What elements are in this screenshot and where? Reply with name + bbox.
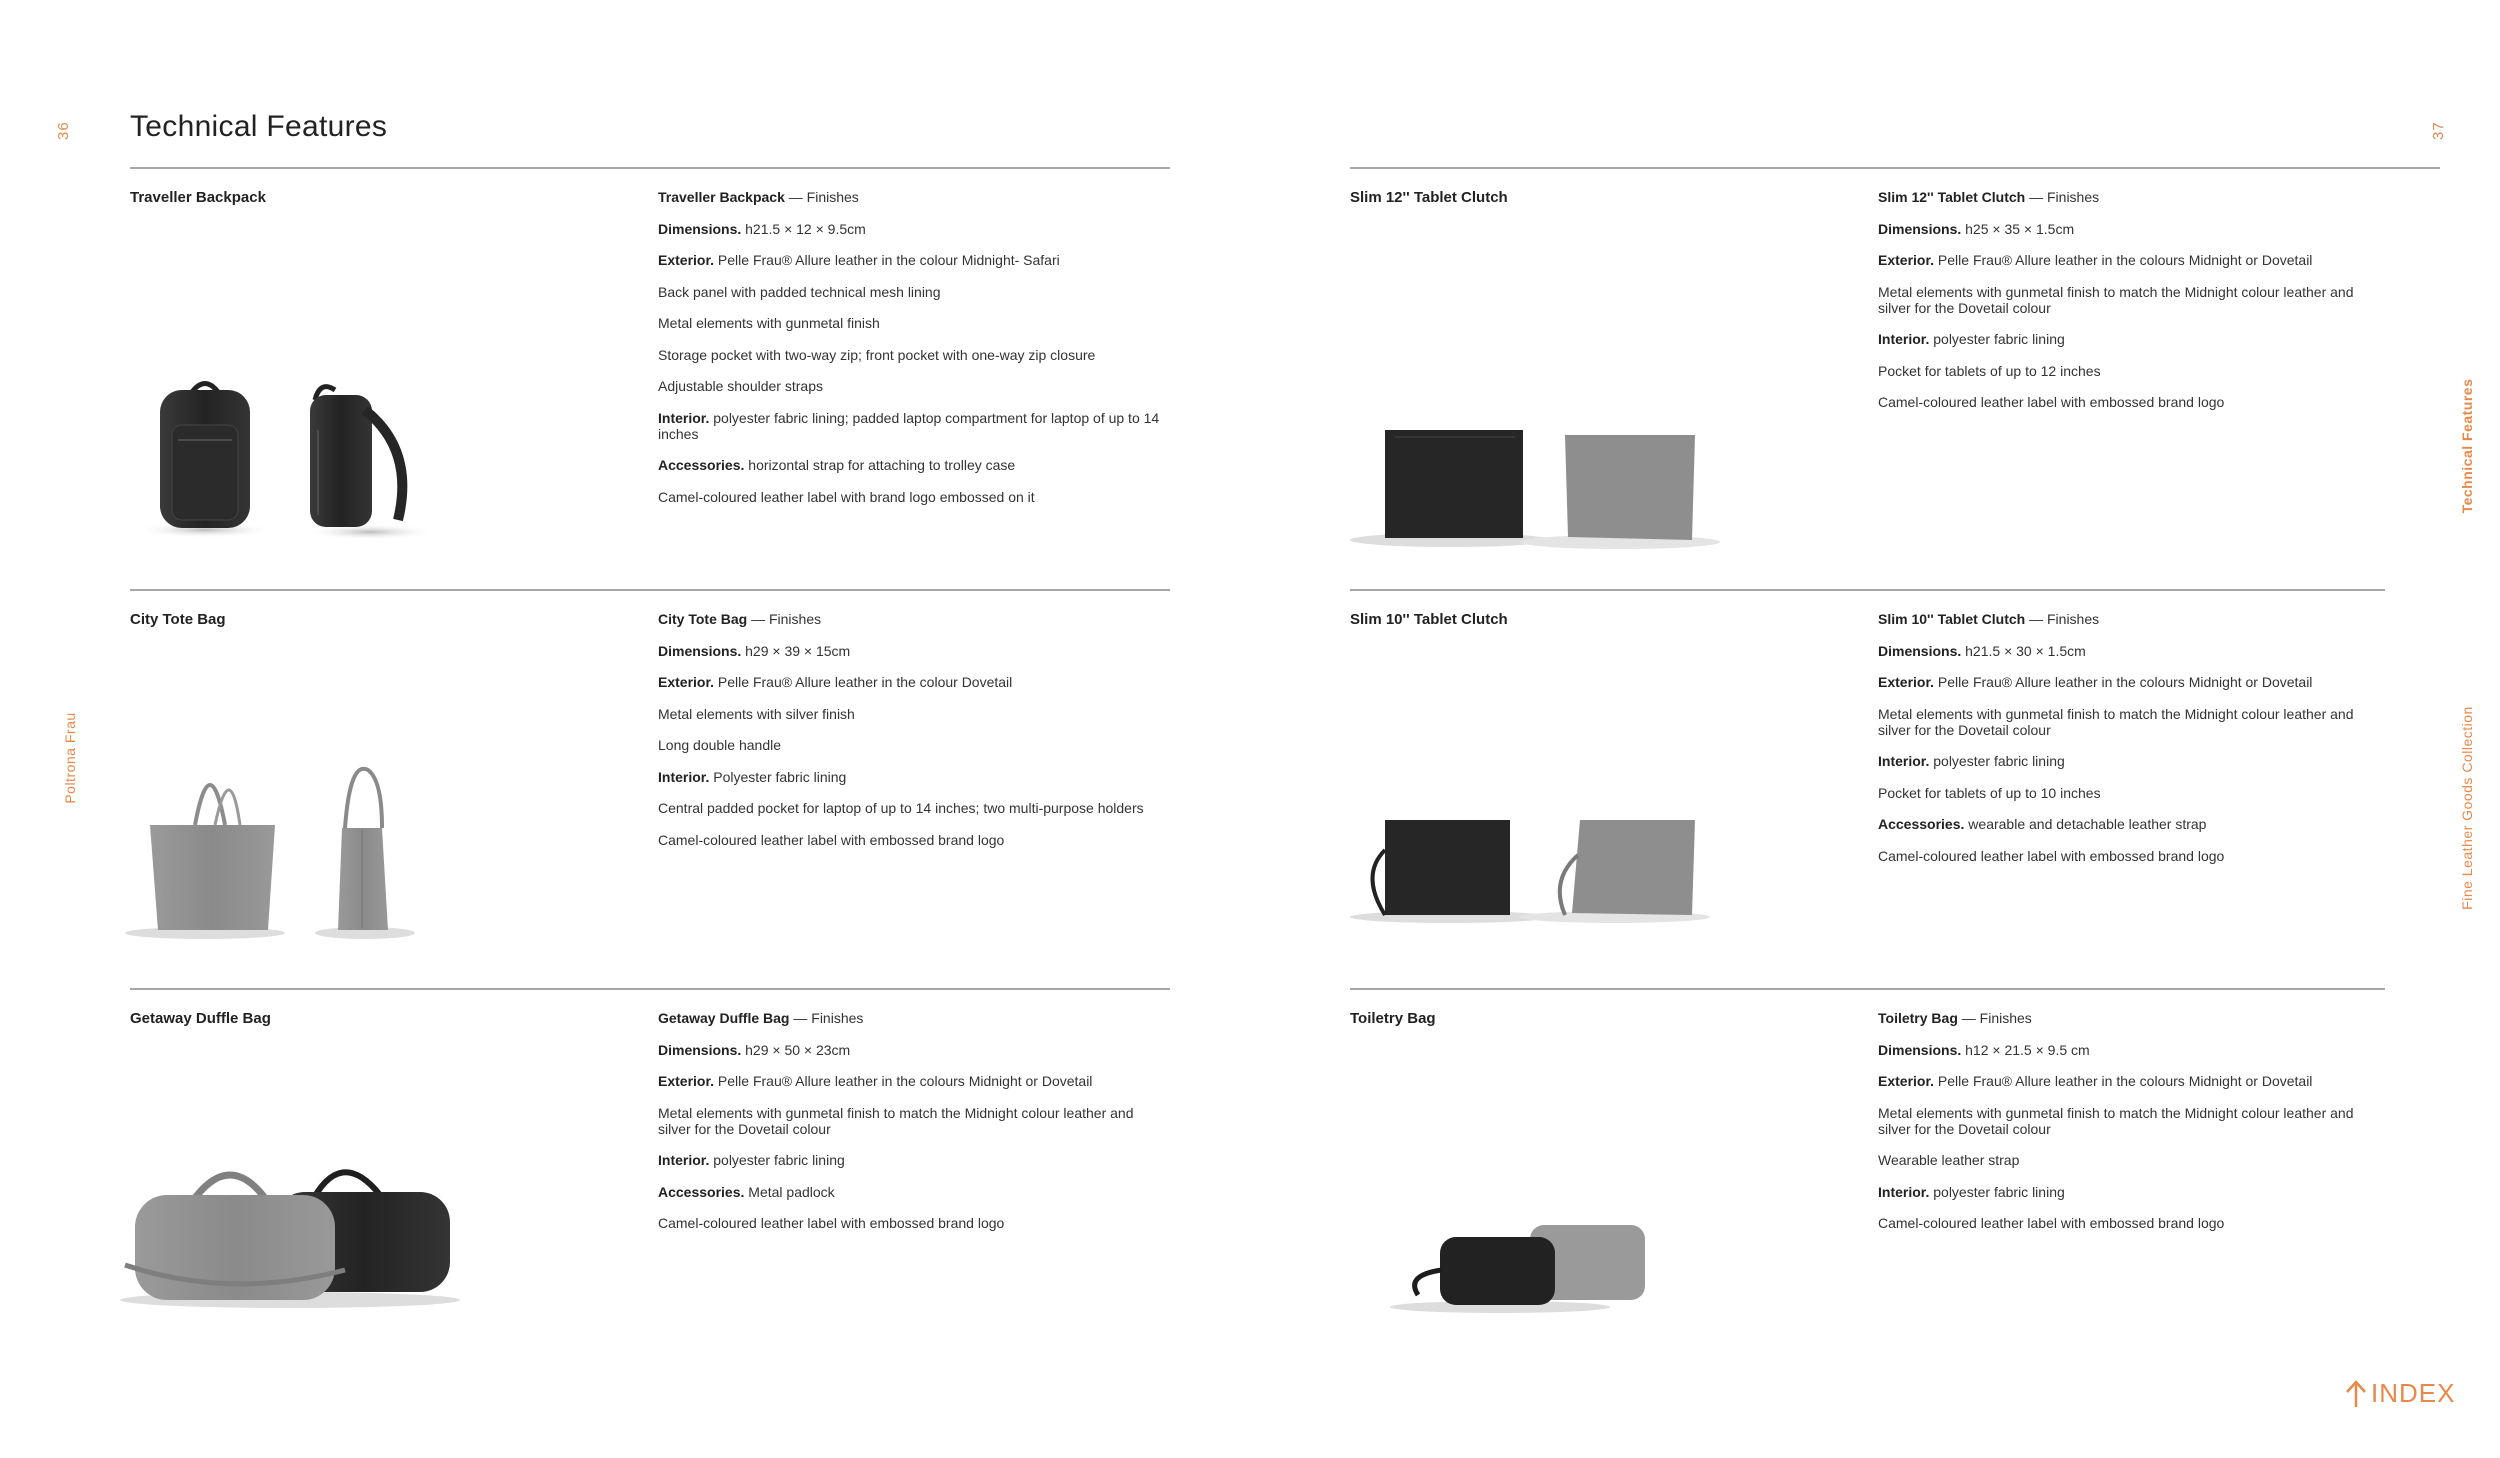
toiletry-bag-image [1380,1215,1680,1315]
left-page-number: 36 [55,121,72,140]
spec-heading: Slim 12'' Tablet Clutch — Finishes [1878,189,2100,205]
spec-line: Accessories. horizontal strap for attaching to trolley case [658,457,1016,473]
spec-block [658,1010,1168,1247]
spec-line: Back panel with padded technical mesh lining [658,283,941,300]
spec-line: Camel-coloured leather label with embossed brand logo [1878,847,2225,864]
spec-line: Dimensions. h29 × 39 × 15cm [658,642,851,659]
spec-line: Wearable leather strap [1878,1152,2020,1168]
spec-line: Interior. polyester fabric lining [1878,331,2065,347]
duffle-bag-image [110,1150,470,1310]
product-name: City Tote Bag [130,611,226,628]
spec-line: Central padded pocket for laptop of up to 14 inches; two multi-purpose holders [658,800,1144,816]
arrow-up-icon [2345,1380,2367,1408]
product-name: Slim 10'' Tablet Clutch [1350,611,1508,628]
product-name: Getaway Duffle Bag [130,1010,271,1027]
product-name: Traveller Backpack [130,189,266,206]
product-name: Slim 12'' Tablet Clutch [1350,189,1508,206]
spec-line: Dimensions. h25 × 35 × 1.5cm [1878,220,2075,237]
spec-line: Interior. polyester fabric lining [1878,753,2065,769]
spec-line: Metal elements with gunmetal finish to match the Midnight colour leather and silver for the Dovetail colour [1878,1104,2354,1137]
spec-line: Accessories. Metal padlock [658,1183,835,1200]
spec-line: Long double handle [658,737,782,753]
spec-line: Metal elements with gunmetal finish to match the Midnight colour leather and silver for the Dovetail colour [1878,283,2354,316]
spec-line: Metal elements with gunmetal finish [658,315,880,331]
spec-line: Dimensions. h29 × 50 × 23cm [658,1041,851,1058]
spec-line: Pocket for tablets of up to 10 inches [1878,784,2101,801]
spec-line: Interior. polyester fabric lining [658,1152,845,1168]
spec-line: Metal elements with gunmetal finish to match the Midnight colour leather and silver for the Dovetail colour [1878,705,2354,738]
spec-heading: City Tote Bag — Finishes [658,611,822,627]
section-divider [1350,167,2440,169]
section-divider [130,589,1170,591]
product-name: Toiletry Bag [1350,1010,1436,1027]
tote-bag-image [120,750,450,940]
spec-line: Metal elements with gunmetal finish to match the Midnight colour leather and silver for the Dovetail colour [658,1104,1134,1137]
section-divider [130,167,1170,169]
spec-line: Dimensions. h21.5 × 30 × 1.5cm [1878,642,2086,659]
spec-line: Exterior. Pelle Frau® Allure leather in the colours Midnight or Dovetail [1878,252,2313,268]
spec-block [1878,611,2388,879]
spec-line: Interior. polyester fabric lining; padded laptop compartment for laptop of up to 14 inches [658,409,1160,442]
index-link[interactable] [2345,1378,2455,1409]
spec-line: Adjustable shoulder straps [658,378,823,394]
spec-line: Dimensions. h12 × 21.5 × 9.5 cm [1878,1041,2090,1058]
section-divider [130,988,1170,990]
section-divider [1350,988,2385,990]
spec-block [658,189,1168,520]
spec-line: Camel-coloured leather label with embossed brand logo [1878,1215,2225,1231]
tablet-clutch-12-image [1340,415,1760,550]
spec-line: Exterior. Pelle Frau® Allure leather in the colours Midnight or Dovetail [658,1073,1093,1089]
spec-heading: Traveller Backpack — Finishes [658,189,859,205]
right-side-label-top: Technical Features [2459,378,2475,514]
spec-line: Camel-coloured leather label with embossed brand logo [658,1215,1005,1231]
spec-line: Exterior. Pelle Frau® Allure leather in the colours Midnight or Dovetail [1878,1073,2313,1089]
spec-block [1878,189,2388,426]
spec-line: Exterior. Pelle Frau® Allure leather in the colour Dovetail [658,674,1013,690]
section-divider [1350,589,2385,591]
spec-line: Interior. polyester fabric lining [1878,1183,2065,1200]
spec-line: Camel-coloured leather label with embossed brand logo [658,831,1005,848]
right-side-label-bottom: Fine Leather Goods Collection [2459,706,2475,910]
index-link-label: INDEX [2371,1378,2456,1408]
spec-line: Dimensions. h21.5 × 12 × 9.5cm [658,220,866,237]
spec-line: Exterior. Pelle Frau® Allure leather in the colours Midnight or Dovetail [1878,674,2313,690]
tablet-clutch-10-image [1340,805,1760,925]
right-page-number: 37 [2430,121,2447,140]
spec-heading: Slim 10'' Tablet Clutch — Finishes [1878,611,2100,627]
spec-heading: Toiletry Bag — Finishes [1878,1010,2032,1026]
left-side-label: Poltrona Frau [62,712,78,804]
spec-block [1878,1010,2388,1247]
page-title: Technical Features [130,110,388,143]
spec-line: Pocket for tablets of up to 12 inches [1878,362,2101,379]
spec-block [658,611,1168,863]
spec-line: Interior. Polyester fabric lining [658,768,847,785]
backpack-image [140,370,440,545]
spec-line: Storage pocket with two-way zip; front pocket with one-way zip closure [658,346,1096,363]
spec-line: Camel-coloured leather label with brand logo embossed on it [658,488,1035,505]
spec-line: Camel-coloured leather label with embossed brand logo [1878,394,2225,410]
spec-line: Exterior. Pelle Frau® Allure leather in the colour Midnight- Safari [658,252,1060,268]
spec-line: Metal elements with silver finish [658,705,855,722]
spec-line: Accessories. wearable and detachable leather strap [1878,816,2207,832]
spec-heading: Getaway Duffle Bag — Finishes [658,1010,864,1026]
